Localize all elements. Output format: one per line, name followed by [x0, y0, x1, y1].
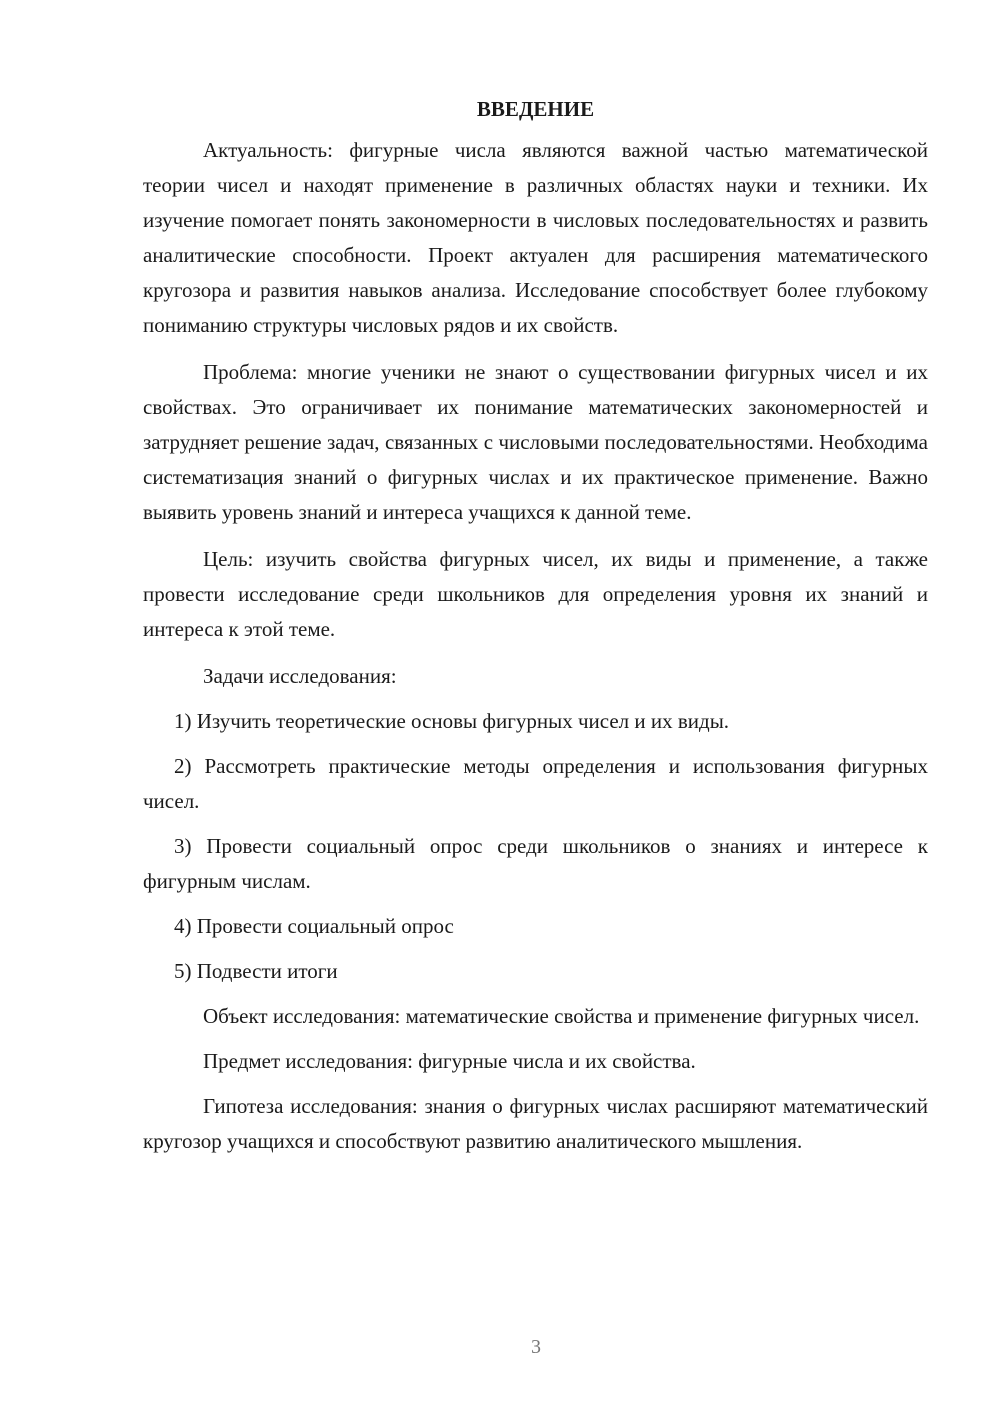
task-item: 1) Изучить теоретические основы фигурных чисел и их виды.: [174, 709, 730, 733]
paragraph-subject: Предмет исследования: фигурные числа и их свойства.: [203, 1049, 696, 1073]
paragraph-hypothesis: Гипотеза исследования: знания о фигурных числах расширяют математический кругозор учащихся и способствуют развитию аналитического мышления.: [143, 1094, 928, 1153]
task-item: 3) Провести социальный опрос среди школьников о знаниях и интересе к фигурным числам.: [143, 834, 928, 893]
paragraph-object: Объект исследования: математические свойства и применение фигурных чисел.: [203, 1004, 920, 1028]
task-item: 2) Рассмотреть практические методы определения и использования фигурных чисел.: [143, 754, 928, 813]
page-number: 3: [531, 1336, 541, 1358]
task-item: 4) Провести социальный опрос: [174, 914, 454, 938]
document-page: [143, 92, 928, 1159]
tasks-heading: Задачи исследования:: [203, 664, 397, 688]
paragraph-goal: Цель: изучить свойства фигурных чисел, их виды и применение, а также провести исследование среди школьников для определения уровня их знаний и интереса к этой теме.: [143, 547, 928, 641]
section-title: ВВЕДЕНИЕ: [476, 97, 595, 121]
paragraph-problem: Проблема: многие ученики не знают о существовании фигурных чисел и их свойствах. Это ограничивает их понимание математических закономерностей и затрудняет решение задач, связанных с числовыми последовательностями. Необходима систематизация знаний о фигурных числах и их практическое применение. Важно выявить уровень знаний и интереса учащихся к данной теме.: [143, 360, 928, 524]
task-item: 5) Подвести итоги: [174, 959, 338, 983]
paragraph-relevance: Актуальность: фигурные числа являются важной частью математической теории чисел и находят применение в различных областях науки и техники. Их изучение помогает понять закономерности в числовых последовательностях и развить аналитические способности. Проект актуален для расширения математического кругозора и развития навыков анализа. Исследование способствует более глубокому пониманию структуры числовых рядов и их свойств.: [143, 138, 928, 337]
